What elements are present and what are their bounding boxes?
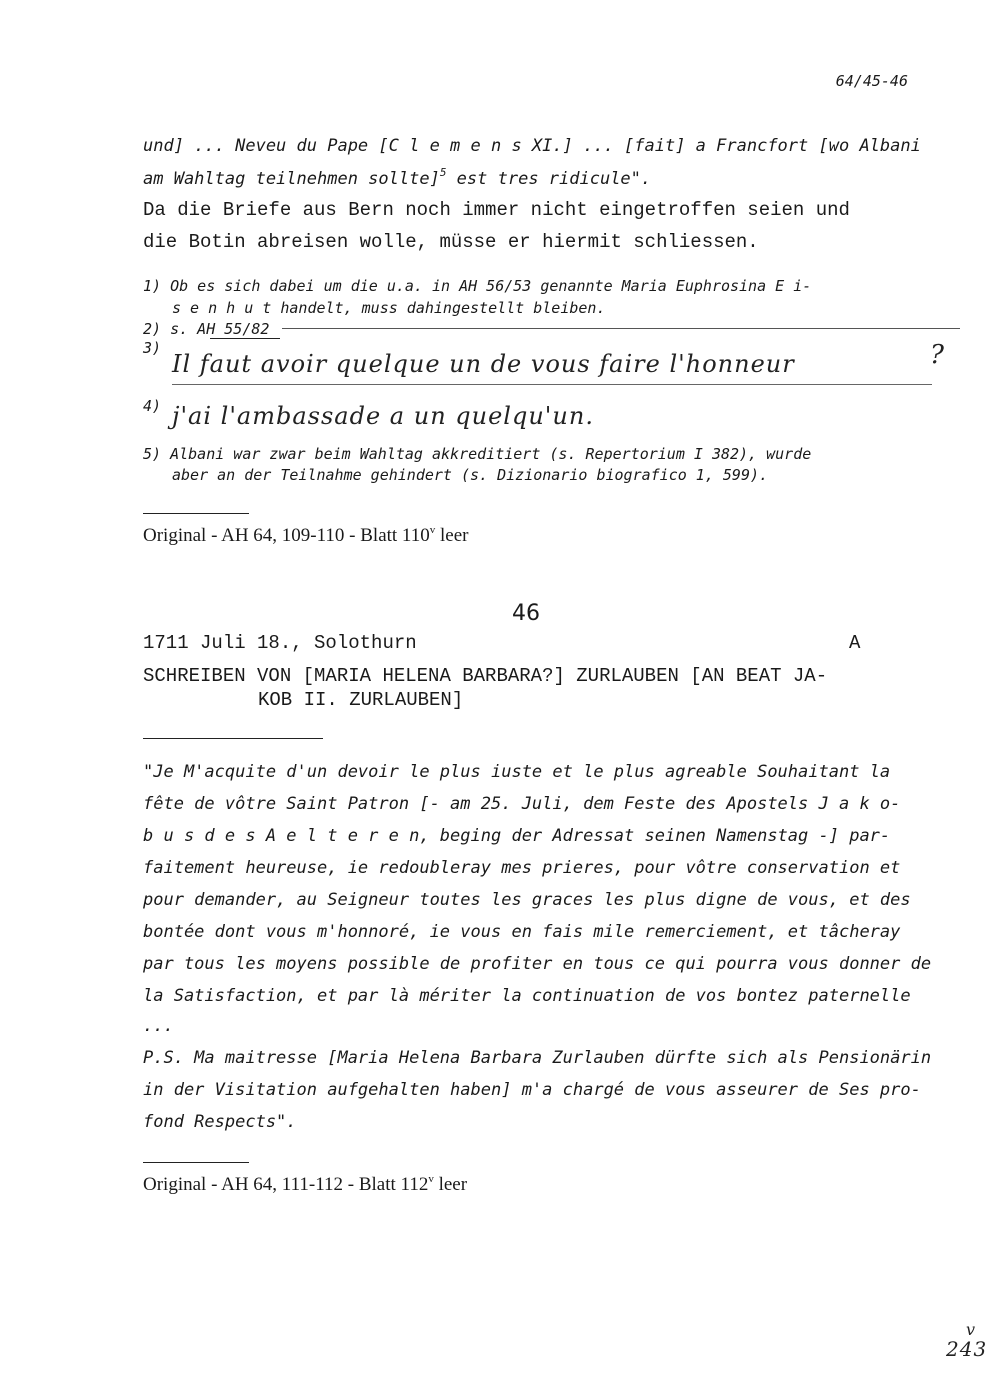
folio-mark-v: v (966, 1320, 977, 1339)
document-title-line-2: KOB II. ZURLAUBEN] (258, 689, 464, 711)
footnote-4-number: 4) (143, 397, 162, 415)
separator-rule-2 (143, 738, 323, 739)
footnote-1-line-2: s e n h u t handelt, muss dahingestellt bleiben. (172, 299, 606, 317)
text-line-3: Da die Briefe aus Bern noch immer nicht eingetroffen seien und (143, 199, 850, 221)
footnote-3-underline (172, 384, 932, 385)
document-number: 46 (512, 601, 540, 626)
folio-mark-number: 243 (946, 1337, 988, 1361)
footnote-1-line-1: 1) Ob es sich dabei um die u.a. in AH 56/53 genannte Maria Euphrosina E i- (143, 277, 812, 295)
footnote-3-question-mark: ? (930, 340, 945, 370)
letter-line-3: b u s d e s A e l t e r e n, beging der Adressat seinen Namenstag -] par- (143, 826, 891, 846)
separator-rule-3 (143, 1162, 249, 1163)
letter-line-12: fond Respects". (143, 1112, 297, 1132)
letter-line-4: faitement heureuse, ie redoubleray mes prieres, pour vôtre conservation et (143, 858, 901, 878)
letter-line-2: fête de vôtre Saint Patron [- am 25. Juli, dem Feste des Apostels J a k o- (143, 794, 901, 814)
original-citation-1: Original - AH 64, 109-110 - Blatt 110$^v$ leer (143, 524, 469, 546)
document-category: A (849, 632, 861, 654)
footnote-5-line-2: aber an der Teilnahme gehindert (s. Dizionario biografico 1, 599). (172, 466, 769, 484)
separator-rule-1 (143, 513, 249, 514)
handwriting-guide-line (282, 328, 960, 329)
letter-line-7: par tous les moyens possible de profiter en tous ce qui pourra vous donner de (143, 954, 932, 974)
footnote-2-underline (210, 338, 280, 339)
letter-line-9: ... (143, 1016, 174, 1036)
letter-line-11: in der Visitation aufgehalten haben] m'a chargé de vous asseurer de Ses pro- (143, 1080, 921, 1100)
text-line-4: die Botin abreisen wolle, müsse er hiermit schliessen. (143, 231, 759, 253)
date-place: 1711 Juli 18., Solothurn (143, 632, 417, 654)
footnote-3-number: 3) (143, 339, 162, 357)
letter-line-5: pour demander, au Seigneur toutes les graces les plus digne de vous, et des (143, 890, 911, 910)
page-number: 64/45-46 (835, 72, 908, 90)
letter-line-8: la Satisfaction, et par là mériter la continuation de vos bontez paternelle (143, 986, 911, 1006)
letter-line-10: P.S. Ma maitresse [Maria Helena Barbara Zurlauben dürfte sich als Pensionärin (143, 1048, 932, 1068)
letter-line-6: bontée dont vous m'honnoré, ie vous en fais mile remerciement, et tâcheray (143, 922, 901, 942)
text-line-1: und] ... Neveu du Pape [C l e m e n s XI.] ... [fait] a Francfort [wo Albani (143, 136, 921, 156)
footnote-3-handwriting: Il faut avoir quelque un de vous faire l'honneur (172, 350, 795, 378)
letter-line-1: "Je M'acquite d'un devoir le plus iuste et le plus agreable Souhaitant la (143, 762, 891, 782)
footnote-4-handwriting: j'ai l'ambassade a un quelqu'un. (172, 402, 594, 430)
original-citation-2: Original - AH 64, 111-112 - Blatt 112$^v$ leer (143, 1173, 468, 1195)
footnote-5-line-1: 5) Albani war zwar beim Wahltag akkreditiert (s. Repertorium I 382), wurde (143, 445, 812, 463)
text-line-2: am Wahltag teilnehmen sollte]$^5$ est tres ridicule". (143, 166, 652, 189)
document-title-line-1: SCHREIBEN VON [MARIA HELENA BARBARA?] ZURLAUBEN [AN BEAT JA- (143, 665, 828, 687)
footnote-2: 2) s. AH 55/82 (143, 320, 270, 338)
